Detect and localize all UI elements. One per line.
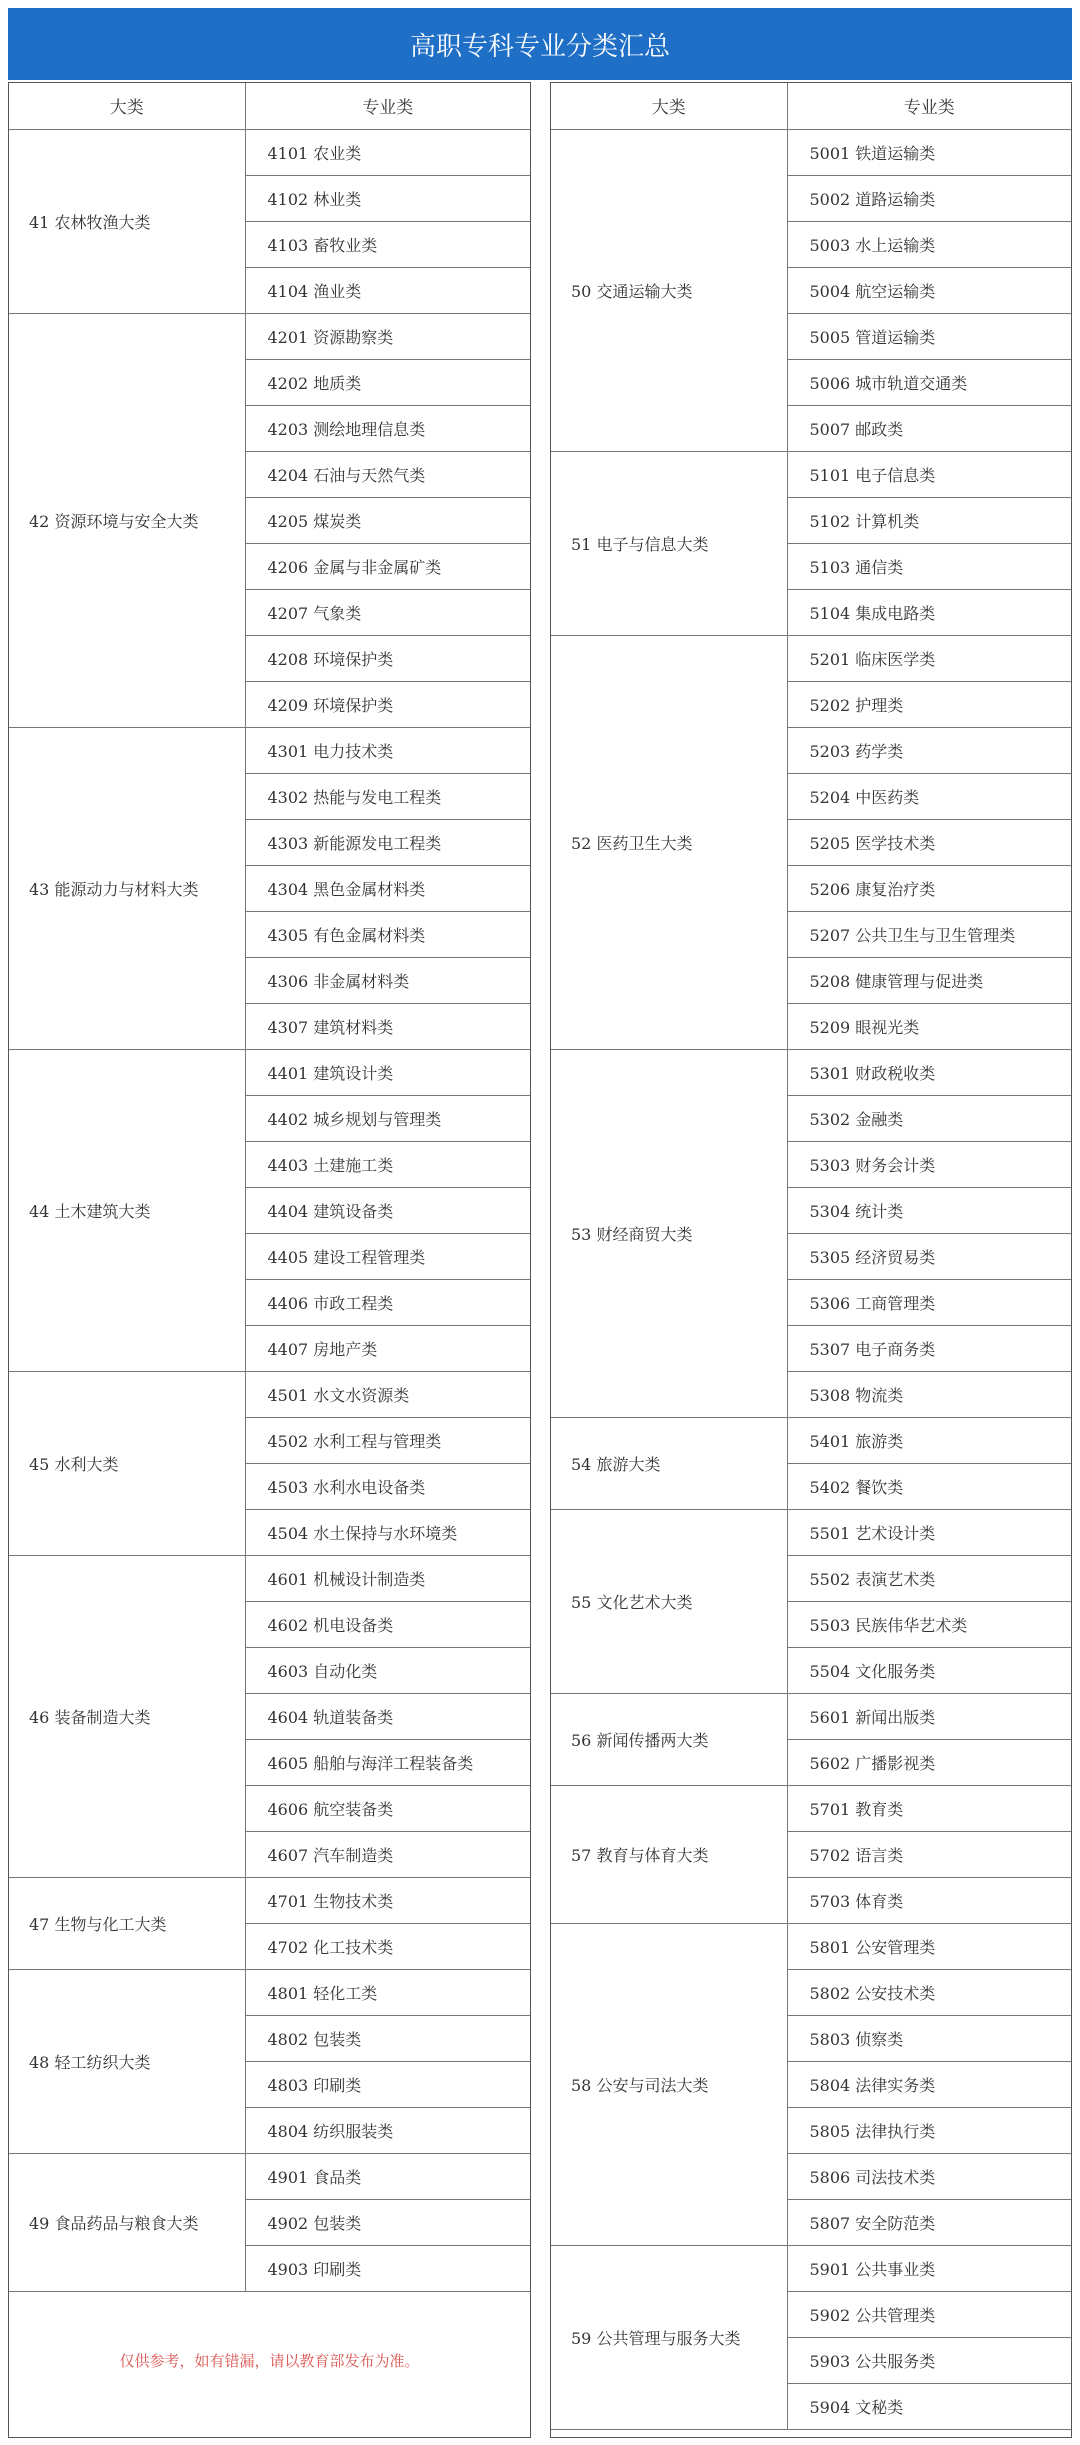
major-category-cell: 44 土木建筑大类 (9, 1049, 245, 1371)
minor-category-cell: 5901 公共事业类 (787, 2245, 1071, 2291)
minor-category-cell: 5201 临床医学类 (787, 635, 1071, 681)
minor-category-cell: 4403 土建施工类 (245, 1141, 530, 1187)
table-row (9, 129, 530, 175)
minor-header: 专业类 (245, 83, 530, 129)
minor-category-cell: 5004 航空运输类 (787, 267, 1071, 313)
minor-category-cell: 5502 表演艺术类 (787, 1555, 1071, 1601)
major-category-cell: 55 文化艺术大类 (551, 1509, 787, 1693)
minor-category-cell: 5402 餐饮类 (787, 1463, 1071, 1509)
minor-category-cell: 5102 计算机类 (787, 497, 1071, 543)
major-category-cell: 56 新闻传播两大类 (551, 1693, 787, 1785)
minor-category-cell: 5104 集成电路类 (787, 589, 1071, 635)
table-row (551, 635, 1071, 681)
minor-category-cell: 5308 物流类 (787, 1371, 1071, 1417)
table-row (9, 1049, 530, 1095)
minor-category-cell: 5302 金融类 (787, 1095, 1071, 1141)
left-table-panel (8, 82, 531, 2438)
table-row (551, 1417, 1071, 1463)
minor-category-cell: 4305 有色金属材料类 (245, 911, 530, 957)
minor-category-cell: 4201 资源勘察类 (245, 313, 530, 359)
minor-category-cell: 4202 地质类 (245, 359, 530, 405)
major-category-cell: 49 食品药品与粮食大类 (9, 2153, 245, 2291)
minor-category-cell: 4104 渔业类 (245, 267, 530, 313)
minor-category-cell: 5806 司法技术类 (787, 2153, 1071, 2199)
table-row (551, 1785, 1071, 1831)
major-category-cell: 59 公共管理与服务大类 (551, 2245, 787, 2429)
minor-category-cell: 4207 气象类 (245, 589, 530, 635)
table-row (9, 2153, 530, 2199)
minor-category-cell: 4204 石油与天然气类 (245, 451, 530, 497)
table-row (9, 1877, 530, 1923)
major-header: 大类 (551, 83, 787, 129)
minor-category-cell: 4701 生物技术类 (245, 1877, 530, 1923)
minor-category-cell: 5307 电子商务类 (787, 1325, 1071, 1371)
minor-category-cell: 5601 新闻出版类 (787, 1693, 1071, 1739)
right-table-panel (550, 82, 1072, 2438)
table-row (9, 1371, 530, 1417)
minor-category-cell: 5501 艺术设计类 (787, 1509, 1071, 1555)
minor-category-cell: 5304 统计类 (787, 1187, 1071, 1233)
minor-category-cell: 4605 船舶与海洋工程装备类 (245, 1739, 530, 1785)
table-row (551, 451, 1071, 497)
minor-category-cell: 4702 化工技术类 (245, 1923, 530, 1969)
minor-category-cell: 5007 邮政类 (787, 405, 1071, 451)
minor-category-cell: 5303 财务会计类 (787, 1141, 1071, 1187)
major-header: 大类 (9, 83, 245, 129)
minor-category-cell: 4604 轨道装备类 (245, 1693, 530, 1739)
minor-category-cell: 5602 广播影视类 (787, 1739, 1071, 1785)
minor-category-cell: 4404 建筑设备类 (245, 1187, 530, 1233)
minor-category-cell: 5204 中医药类 (787, 773, 1071, 819)
minor-category-cell: 4206 金属与非金属矿类 (245, 543, 530, 589)
minor-category-cell: 4801 轻化工类 (245, 1969, 530, 2015)
minor-category-cell: 4802 包装类 (245, 2015, 530, 2061)
major-category-cell: 45 水利大类 (9, 1371, 245, 1555)
major-category-cell: 52 医药卫生大类 (551, 635, 787, 1049)
major-category-cell: 51 电子与信息大类 (551, 451, 787, 635)
minor-category-cell: 4401 建筑设计类 (245, 1049, 530, 1095)
minor-category-cell: 4402 城乡规划与管理类 (245, 1095, 530, 1141)
note-row (9, 2291, 530, 2429)
minor-category-cell: 4102 林业类 (245, 175, 530, 221)
minor-category-cell: 5205 医学技术类 (787, 819, 1071, 865)
minor-category-cell: 5002 道路运输类 (787, 175, 1071, 221)
minor-category-cell: 4502 水利工程与管理类 (245, 1417, 530, 1463)
minor-category-cell: 4504 水土保持与水环境类 (245, 1509, 530, 1555)
table-row (551, 1693, 1071, 1739)
table-row (551, 2245, 1071, 2291)
minor-category-cell: 5101 电子信息类 (787, 451, 1071, 497)
right-table (551, 83, 1071, 2430)
minor-category-cell: 4901 食品类 (245, 2153, 530, 2199)
minor-category-cell: 5503 民族伟华艺术类 (787, 1601, 1071, 1647)
minor-category-cell: 5703 体育类 (787, 1877, 1071, 1923)
minor-category-cell: 5301 财政税收类 (787, 1049, 1071, 1095)
major-category-cell: 43 能源动力与材料大类 (9, 727, 245, 1049)
minor-category-cell: 4501 水文水资源类 (245, 1371, 530, 1417)
minor-category-cell: 4603 自动化类 (245, 1647, 530, 1693)
minor-category-cell: 4304 黑色金属材料类 (245, 865, 530, 911)
minor-category-cell: 4203 测绘地理信息类 (245, 405, 530, 451)
right-header-row (551, 83, 1071, 129)
minor-category-cell: 4602 机电设备类 (245, 1601, 530, 1647)
major-category-cell: 46 装备制造大类 (9, 1555, 245, 1877)
minor-category-cell: 4903 印刷类 (245, 2245, 530, 2291)
minor-category-cell: 5202 护理类 (787, 681, 1071, 727)
minor-category-cell: 5207 公共卫生与卫生管理类 (787, 911, 1071, 957)
minor-category-cell: 5805 法律执行类 (787, 2107, 1071, 2153)
minor-category-cell: 5903 公共服务类 (787, 2337, 1071, 2383)
major-category-cell: 47 生物与化工大类 (9, 1877, 245, 1969)
table-row (551, 1509, 1071, 1555)
minor-category-cell: 4503 水利水电设备类 (245, 1463, 530, 1509)
minor-category-cell: 4406 市政工程类 (245, 1279, 530, 1325)
minor-category-cell: 4205 煤炭类 (245, 497, 530, 543)
minor-category-cell: 5103 通信类 (787, 543, 1071, 589)
page-title: 高职专科专业分类汇总 (8, 8, 1072, 80)
disclaimer-note: 仅供参考，如有错漏，请以教育部发布为准。 (9, 2291, 530, 2429)
minor-category-cell: 4306 非金属材料类 (245, 957, 530, 1003)
minor-category-cell: 5904 文秘类 (787, 2383, 1071, 2429)
minor-category-cell: 5305 经济贸易类 (787, 1233, 1071, 1279)
minor-category-cell: 4407 房地产类 (245, 1325, 530, 1371)
minor-category-cell: 5804 法律实务类 (787, 2061, 1071, 2107)
major-category-cell: 48 轻工纺织大类 (9, 1969, 245, 2153)
minor-category-cell: 5702 语言类 (787, 1831, 1071, 1877)
major-category-cell: 54 旅游大类 (551, 1417, 787, 1509)
table-row (9, 1969, 530, 2015)
table-row (9, 727, 530, 773)
minor-category-cell: 4101 农业类 (245, 129, 530, 175)
table-row (551, 1923, 1071, 1969)
minor-category-cell: 5902 公共管理类 (787, 2291, 1071, 2337)
major-category-cell: 58 公安与司法大类 (551, 1923, 787, 2245)
minor-category-cell: 4601 机械设计制造类 (245, 1555, 530, 1601)
minor-category-cell: 5504 文化服务类 (787, 1647, 1071, 1693)
major-category-cell: 53 财经商贸大类 (551, 1049, 787, 1417)
minor-category-cell: 4902 包装类 (245, 2199, 530, 2245)
minor-category-cell: 5001 铁道运输类 (787, 129, 1071, 175)
table-row (551, 1049, 1071, 1095)
table-row (551, 129, 1071, 175)
major-category-cell: 57 教育与体育大类 (551, 1785, 787, 1923)
minor-category-cell: 5208 健康管理与促进类 (787, 957, 1071, 1003)
minor-category-cell: 5807 安全防范类 (787, 2199, 1071, 2245)
minor-category-cell: 4804 纺织服装类 (245, 2107, 530, 2153)
minor-category-cell: 4303 新能源发电工程类 (245, 819, 530, 865)
minor-category-cell: 5802 公安技术类 (787, 1969, 1071, 2015)
minor-category-cell: 5005 管道运输类 (787, 313, 1071, 359)
table-row (9, 313, 530, 359)
minor-category-cell: 5801 公安管理类 (787, 1923, 1071, 1969)
left-header-row (9, 83, 530, 129)
minor-category-cell: 4803 印刷类 (245, 2061, 530, 2107)
minor-category-cell: 5209 眼视光类 (787, 1003, 1071, 1049)
minor-header: 专业类 (787, 83, 1071, 129)
minor-category-cell: 5206 康复治疗类 (787, 865, 1071, 911)
minor-category-cell: 4307 建筑材料类 (245, 1003, 530, 1049)
minor-category-cell: 5006 城市轨道交通类 (787, 359, 1071, 405)
minor-category-cell: 4301 电力技术类 (245, 727, 530, 773)
minor-category-cell: 5003 水上运输类 (787, 221, 1071, 267)
minor-category-cell: 4209 环境保护类 (245, 681, 530, 727)
minor-category-cell: 5306 工商管理类 (787, 1279, 1071, 1325)
minor-category-cell: 4607 汽车制造类 (245, 1831, 530, 1877)
minor-category-cell: 5203 药学类 (787, 727, 1071, 773)
minor-category-cell: 4103 畜牧业类 (245, 221, 530, 267)
minor-category-cell: 4606 航空装备类 (245, 1785, 530, 1831)
minor-category-cell: 4208 环境保护类 (245, 635, 530, 681)
minor-category-cell: 5701 教育类 (787, 1785, 1071, 1831)
major-category-cell: 41 农林牧渔大类 (9, 129, 245, 313)
major-category-cell: 42 资源环境与安全大类 (9, 313, 245, 727)
major-category-cell: 50 交通运输大类 (551, 129, 787, 451)
minor-category-cell: 4405 建设工程管理类 (245, 1233, 530, 1279)
left-table (9, 83, 530, 2429)
table-row (9, 1555, 530, 1601)
minor-category-cell: 5803 侦察类 (787, 2015, 1071, 2061)
minor-category-cell: 4302 热能与发电工程类 (245, 773, 530, 819)
minor-category-cell: 5401 旅游类 (787, 1417, 1071, 1463)
